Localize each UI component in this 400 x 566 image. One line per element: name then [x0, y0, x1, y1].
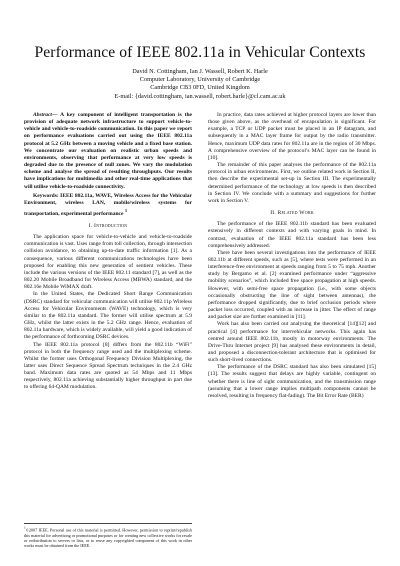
related-work-paragraph-3: Work has also been carried out analysing the theoretical [14][12] and practical [4] performance for intervehicular networks. This again has centred around IEEE 802.11b, mostly in motorway environments. The Drive-Thru Internet project [9] has analysed these environments in detail, and proposed a disconnection-tolerant architecture that is optimised for such short-lived connections.	[208, 321, 376, 364]
footnote-mark-ref: 1	[24, 526, 26, 530]
affiliation-address: Cambridge CB3 0FD, United Kingdom	[150, 84, 250, 92]
keywords	[24, 193, 192, 218]
abstract-label: Abstract	[33, 112, 52, 118]
abstract	[24, 112, 192, 191]
intro-paragraph-1: The application space for vehicle-to-vehicle and vehicle-to-roadside communication is vast. Uses range from toll collection, through intersection collision avoidance, to obtaining up-to-date traffic information [1]. As a consequence, various different communications technologies have been proposed for enabling this new generation of sentient vehicles. These include the various versions of the IEEE 802.11 standard [7], as well as the 802.20 Mobile Broadband for Wireless Access (MBWA) standard, and the 802.16e Mobile WiMAX draft.	[24, 234, 192, 291]
author-email: E-mail: {david.cottingham, ian.wassell, robert.harle}@cl.cam.ac.uk	[114, 92, 286, 100]
footnote-mark: 1	[124, 208, 128, 214]
related-work-paragraph-4: The performance of the DSRC standard has also been simulated [15][13]. The results suggest that delays are highly variable, contingent on whether there is line of sight communication, and the transmission range (assuming that a lower range implies multipath components cannot be resolved, resulting in frequency flat-fading). The Bit Error Rate (BER)	[208, 364, 376, 399]
paper-title: Performance of IEEE 802.11a in Vehicular Contexts	[34, 44, 366, 61]
affiliation-lab: Computer Laboratory, University of Cambridge	[139, 76, 261, 84]
related-work-paragraph-2: There have been several investigations into the performance of IEEE 802.11b at different speeds, such as [5], where tests were performed in an interference-free environment at speeds ranging from 5 to 75 mph. Another study by Bergamo et al. [2] examined performance under “aggressive mobility scenarios”, which included free space propagation at high speeds. However, with semi-free space propagation (i.e., with some objects occasionally obstructing the line of sight between antennas), the performance dropped significantly, due to brief occlusion periods where packet loss occurred, coupled with an increase in jitter. The effect of range and packet size are further examined in [11].	[208, 249, 376, 321]
keywords-text: Keywords: IEEE 802.11a, WAVE, Wireless Access for the Vehicular Environment, wireless LAN, mobile/wireless systems for transportation, experimental performance	[24, 192, 192, 217]
intro-paragraph-2: In the United States, the Dedicated Short Range Communication (DSRC) standard for vehicular communication will utilise 802.11p Wireless Access for Vehicular Environments (WAVE) technology, which is very similar to the 802.11a standard. The former will utilise spectrum at 5.9 GHz, whilst the latter exists in the 5.2 GHz range. Hence, evaluation of 802.11a hardware, which is widely available, will yield a good indication of the performance of forthcoming DSRC devices.	[24, 291, 192, 341]
footnote-text: ©2007 IEEE. Personal use of this material is permitted. However, permission to reprint/republish this material for advertising or promotional purposes or for creating new collective works for resale or redistribution to servers or lists, or to reuse any copyrighted component of this work in other works must be obtained from the IEEE.	[24, 527, 192, 549]
related-work-paragraph-1: The performance of the IEEE 802.11b standard has been evaluated extensively in different contexts and with varying goals in mind. In contrast, evaluation of the IEEE 802.11a standard has been less comprehensively addressed.	[208, 221, 376, 249]
intro-paragraph-4: In practice, data rates achieved at higher protocol layers are lower than those given above, as the overhead of encapsulation is significant. For example, a TCP or UDP packet must be placed in an IP datagram, and subsequently in a MAC layer frame for output by the radio transmitter. Hence, maximum UDP data rates for 802.11a are in the region of 30 Mbps. A comprehensive overview of the protocol’s MAC layer can be found in [10].	[208, 112, 376, 161]
abstract-text: — A key component of intelligent transportation is the provision of adequate network infrastructure to support vehicle-to-vehicle and vehicle-to-roadside communication. In this paper we report on performance evaluations carried out using the IEEE 802.11a protocol at 5.2 GHz between a moving vehicle and a fixed base station. We concentrate our evaluation on realistic urban speeds and environments, observing that performance at very low speeds is degraded due to the presence of null zones. We vary the modulation scheme and analyse the spread of resulting throughputs. Our results have implications for multimedia and other real-time applications that will utilise vehicle-to-roadside connectivity.	[24, 112, 192, 190]
copyright-footnote	[24, 523, 192, 549]
left-column	[24, 112, 192, 392]
section-heading-introduction: I. Introduction	[88, 223, 128, 230]
intro-paragraph-5: The remainder of this paper analyses the performance of the 802.11a protocol in urban environments. First, we outline related work in Section II, then describe the experimental set-up in Section III. The experimentally determined performance of the technology at low speeds is then described in Section IV. We conclude with a summary and suggestions for further work in Section V.	[208, 162, 376, 204]
right-column	[208, 112, 376, 400]
author-names: David N. Cottingham, Ian J. Wassell, Robert K. Harle	[132, 68, 268, 75]
section-heading-related-work: II. Related Work	[270, 210, 314, 217]
author-block	[0, 68, 400, 101]
intro-paragraph-3: The IEEE 802.11a protocol [8] differs from the 802.11b “WiFi” protocol in both the frequency range used and the multiplexing scheme. Whilst the former uses Orthogonal Frequency Division Multiplexing, the latter uses Direct Sequence Spread Spectrum techniques in the 2.4 GHz band. Maximum data rates are quoted as 54 Mbps and 11 Mbps respectively, 802.11a achieving substantially higher throughput in part due to offering 64-QAM modulation.	[24, 341, 192, 391]
